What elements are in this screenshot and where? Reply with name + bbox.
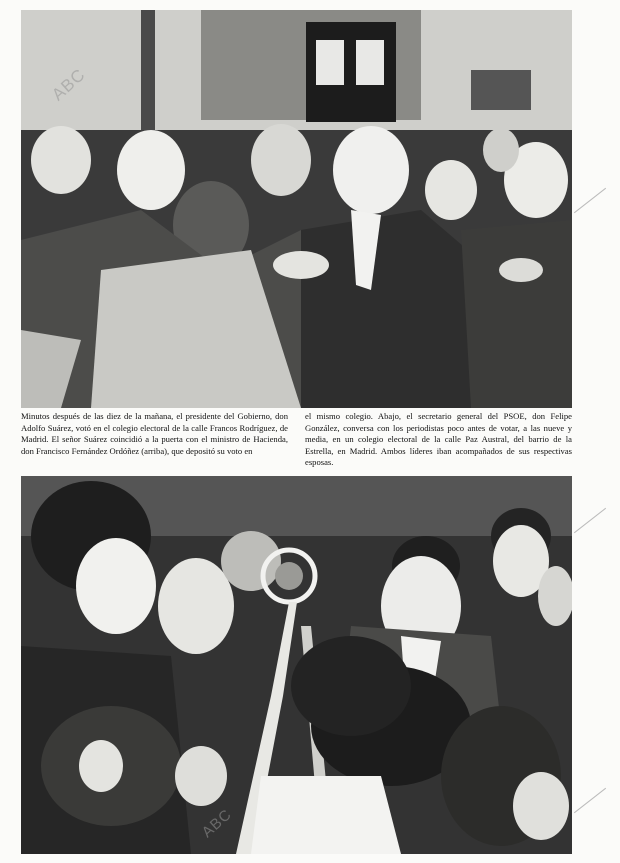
page-edge-mark: [574, 508, 606, 533]
page-edge-mark: [574, 788, 606, 813]
top-photo-suarez-voting: [21, 10, 572, 408]
abc-watermark-bottom: ABC: [198, 805, 236, 842]
abc-watermark: ABC: [48, 64, 90, 105]
bottom-photo-gonzalez-press: [21, 476, 572, 854]
caption-left-column: Minutos después de las diez de la mañana, el presidente del Gobierno, don Adolfo Suárez, votó en el colegio electoral de la calle Francos Rodríguez, de Madrid. El señor Suárez coincidió a la puerta con el ministro de Hacienda, don Francisco Fernández Ordóñez (arriba), que depositó su voto en: [21, 411, 288, 456]
caption-right-column: el mismo colegio. Abajo, el secretario general del PSOE, don Felipe González, conversa con los periodistas poco antes de votar, a las nueve y media, en un colegio electoral de la calle Paz Austral, del barrio de la Estrella, en Madrid. Ambos líderes iban acompañados de sus respectivas esposas.: [305, 411, 572, 468]
page-edge-mark: [574, 188, 606, 213]
photo-caption: [21, 411, 572, 471]
